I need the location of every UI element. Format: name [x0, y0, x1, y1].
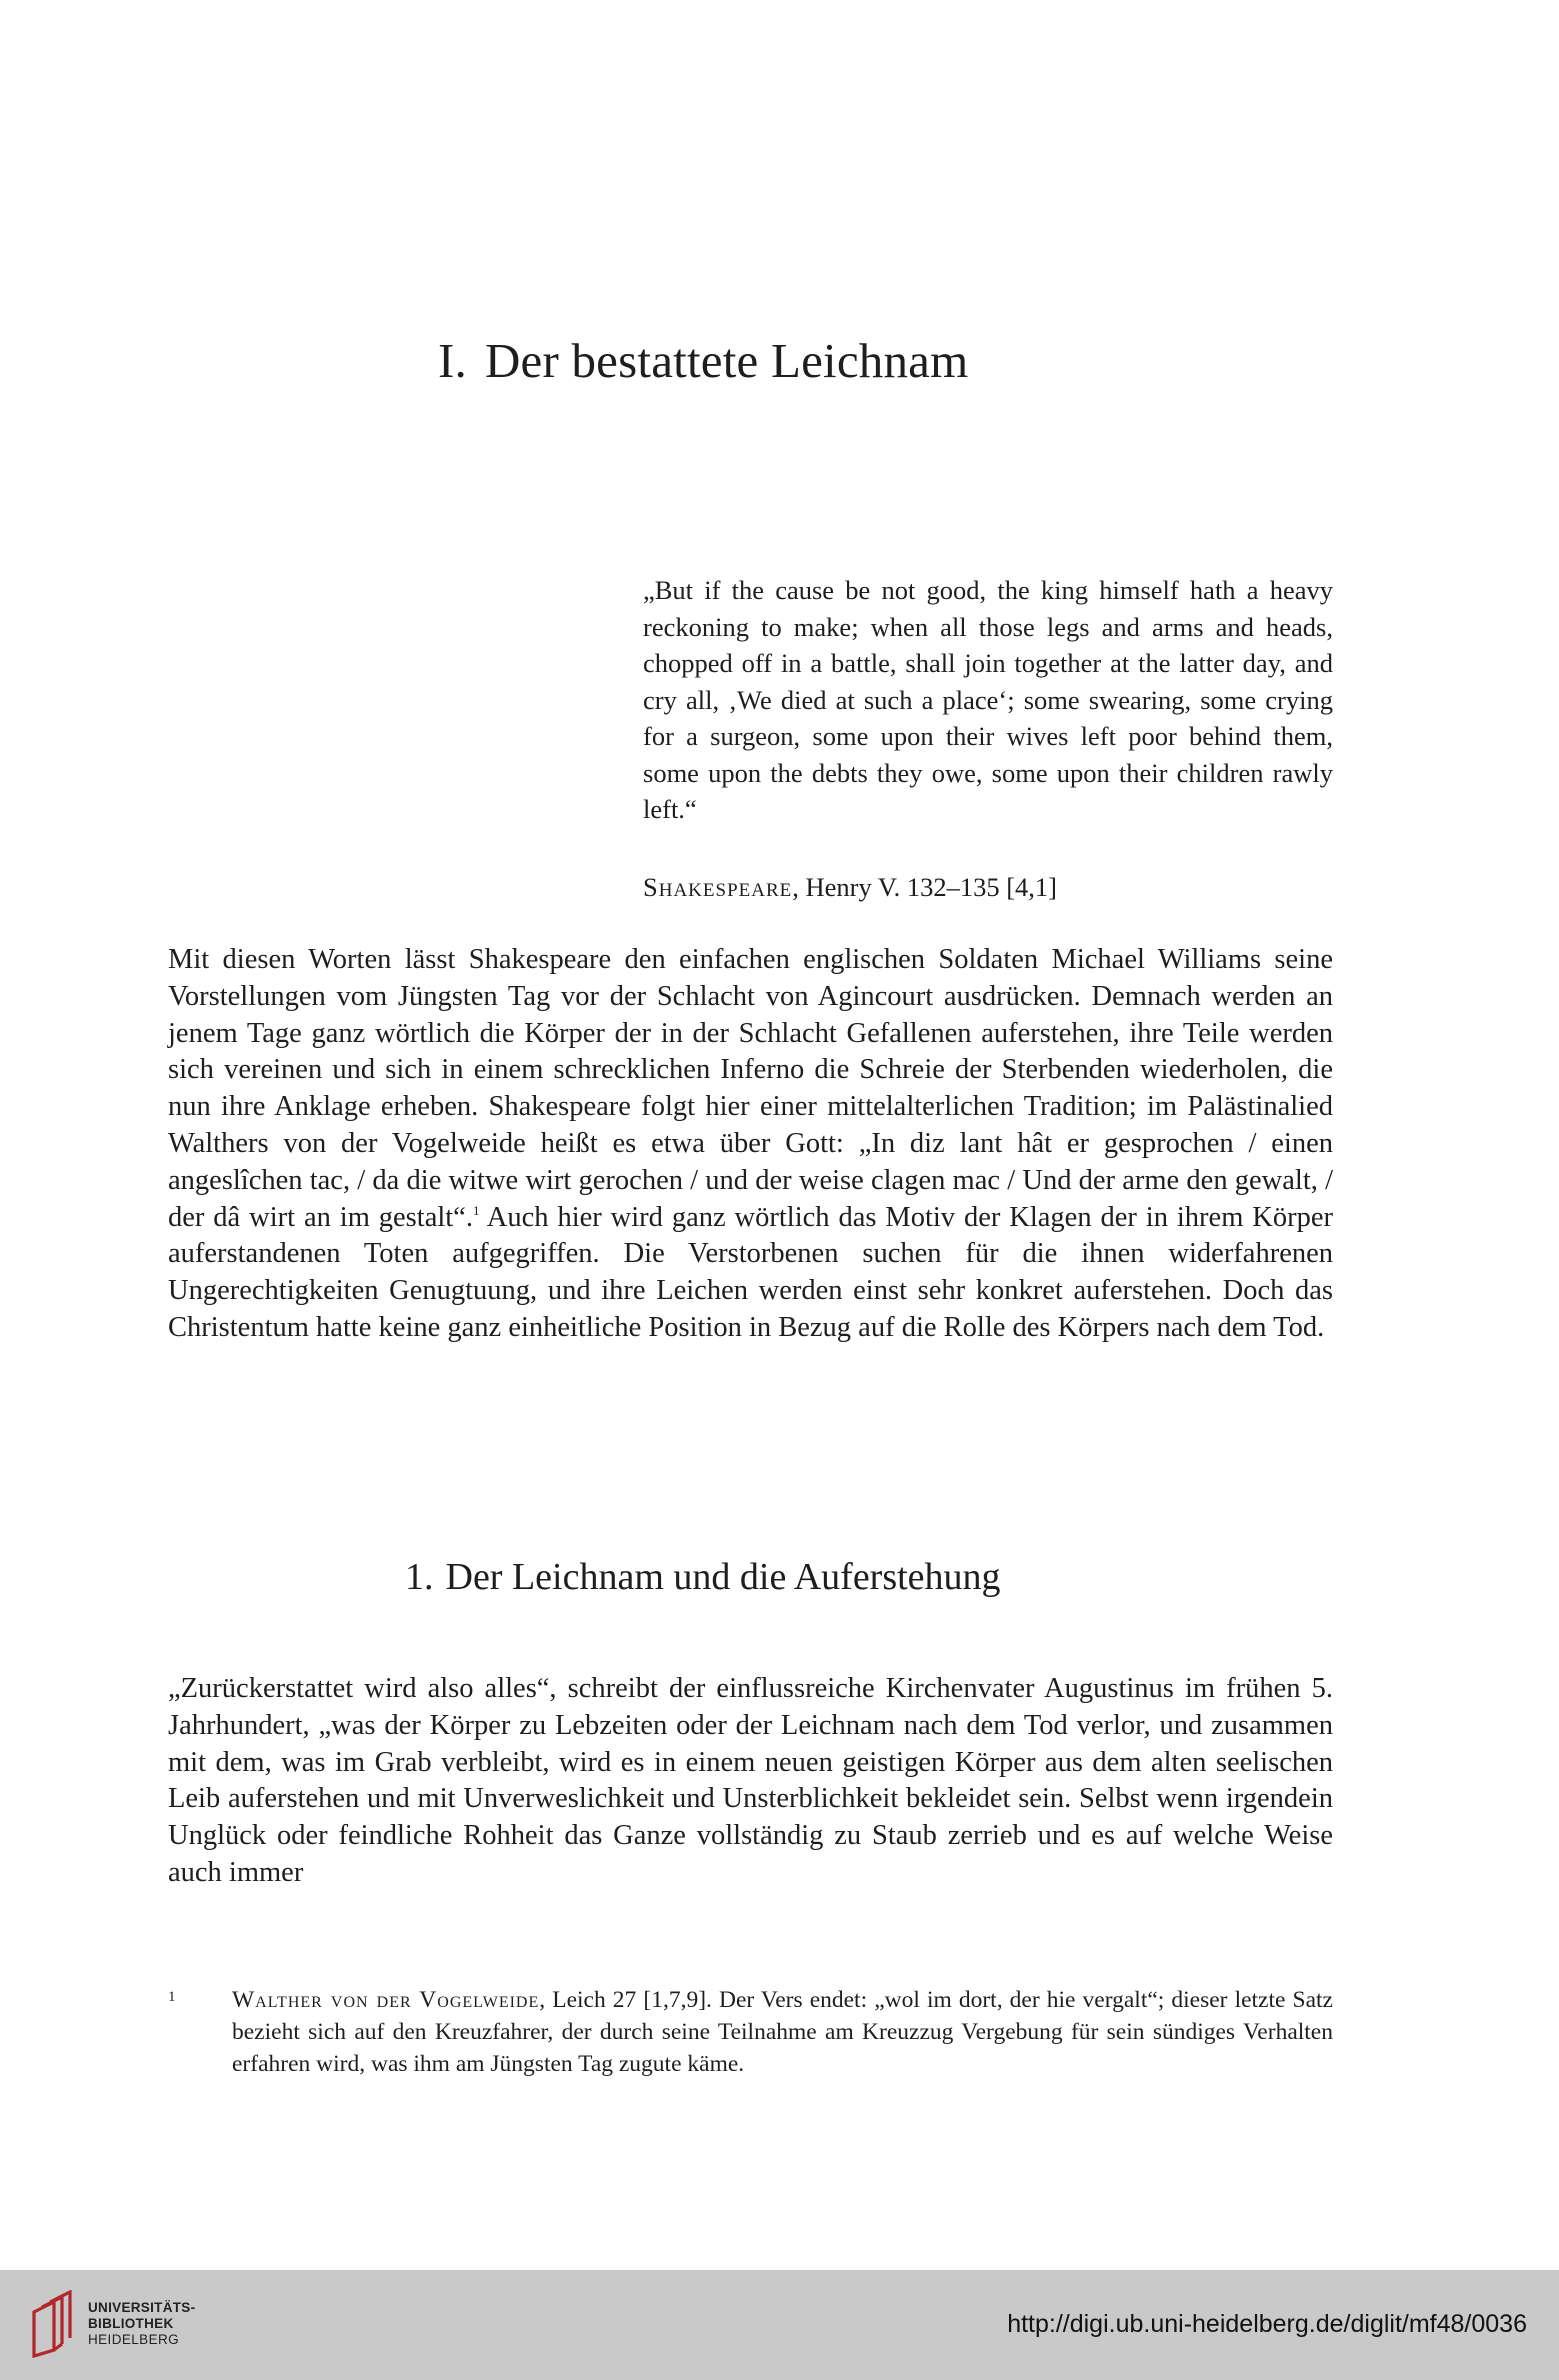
footnote-body: , Leich 27 [1,7,9]. Der Vers endet: „wol im dort, der hie vergalt“; dieser letzte Satz bezieht sich auf den Kreuzfahrer, der durch seine Teilnahme am Kreuzzug Vergebung für sein sündiges Verhalten erfahren wird, was ihm am Jüngsten Tag zugute käme. — [232, 1987, 1333, 2077]
epigraph-quote: „But if the cause be not good, the king himself hath a heavy reckoning to make; when all those legs and arms and heads, chopped off in a battle, shall join together at the latter day, and cry all, ‚We died at such a place‘; some swearing, some crying for a surgeon, some upon their wives left poor behind them, some upon the debts they owe, some upon their children rawly left.“ — [643, 575, 1333, 824]
section-title: Der Leichnam und die Auferstehung — [445, 1556, 1001, 1598]
footnote-reference[interactable]: 1 — [472, 1202, 480, 1218]
body-paragraph-1-part-2: Auch hier wird ganz wörtlich das Motiv der Klagen der in ihrem Körper auferstandenen Toten aufgegriffen. Die Verstorbenen suchen für die ihnen widerfahrenen Ungerechtigkeiten Genugtuung, und ihre Leichen werden einst sehr konkret auferstehen. Doch das Christentum hatte keine ganz einheitliche Position in Bezug auf die Rolle des Körpers nach dem Tod. — [168, 1201, 1333, 1343]
library-logo-icon — [28, 2290, 84, 2358]
body-paragraph-1-part-1: Mit diesen Worten lässt Shakespeare den einfachen englischen Soldaten Michael Williams seine Vorstellungen vom Jüngsten Tag vor der Schlacht von Agincourt ausdrücken. Demnach werden an jenem Tage ganz wörtlich die Körper der in der Schlacht Gefallenen auferstehen, ihre Teile werden sich vereinen und sich in einem schrecklichen Inferno die Schreie der Sterbenden wiederholen, die nun ihre Anklage erheben. Shakespeare folgt hier einer mittelalterlichen Tradition; im Palästinalied Walthers von der Vogelweide heißt es etwa über Gott: „In diz lant hât er gesprochen / einen angeslîchen tac, / da die witwe wirt gerochen / und der weise clagen mac / Und der arme den gewalt, / der dâ wirt an im gestalt“. — [168, 944, 1333, 1233]
footnote-text — [232, 1984, 1333, 2080]
logo-line-1: UNIVERSITÄTS- — [88, 2300, 196, 2315]
epigraph-source-reference: , Henry V. 132–135 [4,1] — [792, 872, 1057, 902]
epigraph-source — [643, 869, 1057, 905]
logo-line-2: BIBLIOTHEK — [88, 2316, 174, 2331]
footnote — [168, 1984, 1333, 2080]
body-paragraph-1 — [168, 942, 1333, 1347]
library-logo-text — [88, 2300, 195, 2348]
source-url-link[interactable]: http://digi.ub.uni-heidelberg.de/diglit/mf48/0036 — [1007, 2310, 1527, 2338]
section-heading — [405, 1555, 1001, 1599]
chapter-title — [438, 332, 968, 389]
chapter-number: I. — [438, 333, 467, 388]
logo-line-3: HEIDELBERG — [88, 2332, 180, 2347]
footnote-number: 1 — [168, 1989, 176, 2005]
library-logo[interactable] — [28, 2286, 218, 2364]
body-paragraph-2: „Zurückerstattet wird also alles“, schreibt der einflussreiche Kirchenvater Augustinus im frühen 5. Jahrhundert, „was der Körper zu Lebzeiten oder der Leichnam nach dem Tod verlor, und zusammen mit dem, was im Grab verbleibt, wird es in einem neuen geistigen Körper aus dem alten seelischen Leib auferstehen und mit Unverweslichkeit und Unsterblichkeit bekleidet sein. Selbst wenn irgendein Unglück oder feindliche Rohheit das Ganze vollständig zu Staub zerrieb und es auf welche Weise auch immer — [168, 1673, 1333, 1888]
footnote-author: Walther von der Vogelweide — [232, 1987, 540, 2013]
chapter-title-text: Der bestattete Leichnam — [484, 333, 969, 388]
epigraph-source-author: Shakespeare — [643, 872, 793, 902]
footer-bar — [0, 2270, 1559, 2380]
section-number: 1. — [405, 1556, 434, 1598]
